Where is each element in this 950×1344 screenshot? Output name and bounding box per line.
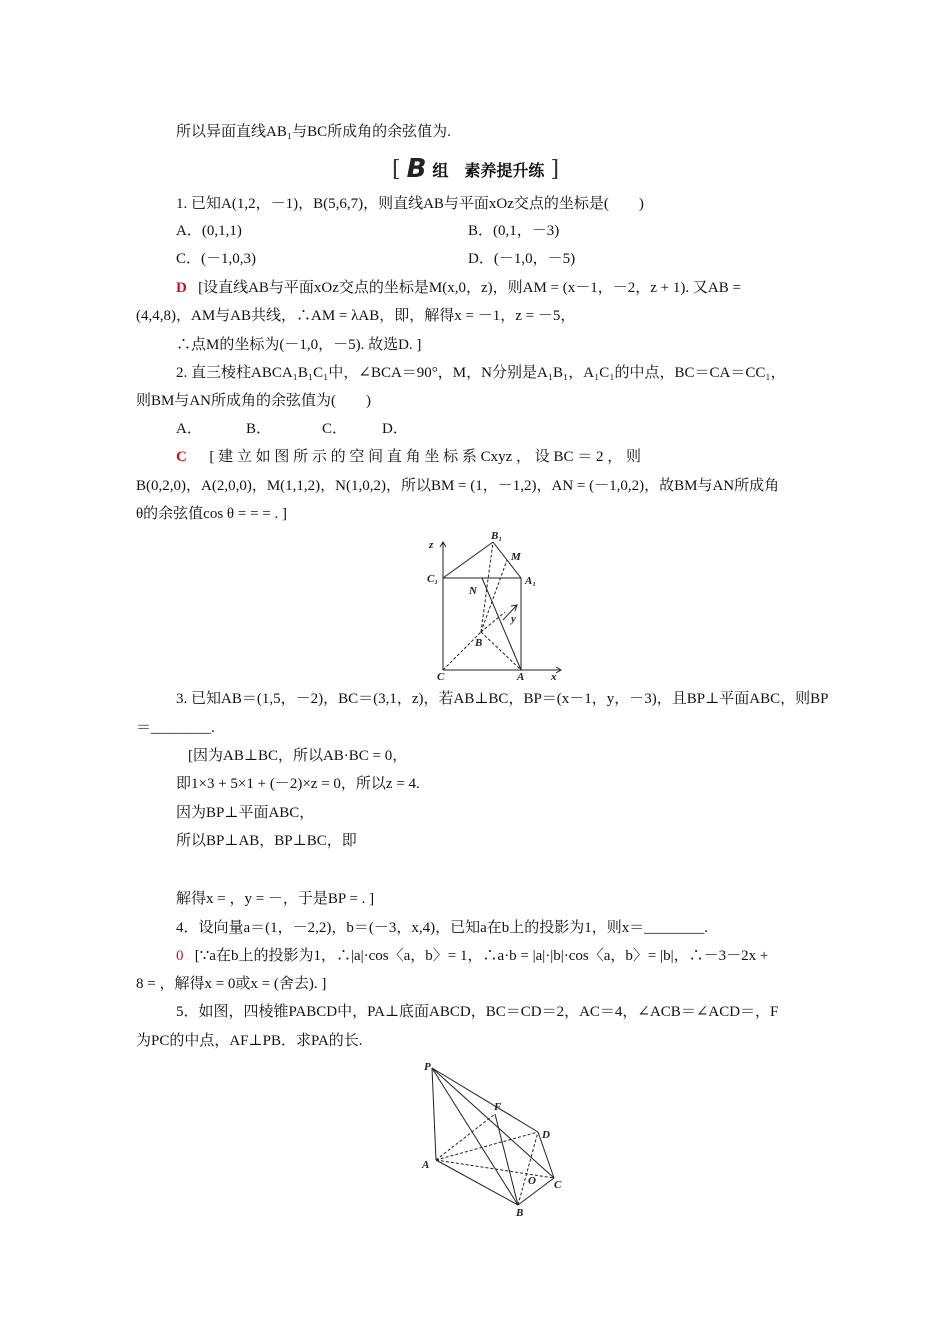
left-bracket: [ xyxy=(392,156,401,182)
q2-stem-line-2: 则BM与AN所成角的余弦值为( ) xyxy=(136,393,371,409)
label-a1: A₁ xyxy=(525,575,537,587)
edge-b-b1 xyxy=(481,542,493,632)
edge-b-a xyxy=(481,632,521,670)
q2-option-a: A． xyxy=(176,421,202,437)
label-m: M xyxy=(511,551,521,563)
q4-solution-text-1: [∵a在b上的投影为1，∴|a|·cos〈a，b〉= 1，∴a·b = |a|·|b|·cos〈a，b〉= |b|，∴－3－2x + xyxy=(194,948,769,964)
edge-p-a xyxy=(432,1068,436,1160)
q2-solution-line-2: B(0,2,0)，A(2,0,0)，M(1,1,2)，N(1,0,2)，所以BM = (1，－1,2)，AN = (－1,0,2)，故BM与AN所成角 xyxy=(136,478,780,494)
q3-solution-line-3: 因为BP⊥平面ABC， xyxy=(176,805,315,821)
q2-solution-text-1: [ 建 立 如 图 所 示 的 空 间 直 角 坐 标 系 Cxyz ， 设 BC ＝ 2 ， 则 xyxy=(209,449,642,465)
q1-solution-line-3: ∴点M的坐标为(－1,0，－5). 故选D. ] xyxy=(176,337,422,353)
q2-solution-line-3: θ的余弦值cos θ = = = . ] xyxy=(136,506,287,522)
label-c1: C₁ xyxy=(427,573,439,585)
label-z: z xyxy=(429,539,434,551)
q3-solution-line-2: 即1×3 + 5×1 + (－2)×z = 0，所以z = 4. xyxy=(176,776,420,792)
q1-option-c: C．(－1,0,3) xyxy=(176,251,256,267)
q5-stem-line-2: 为PC的中点，AF⊥PB．求PA的长. xyxy=(136,1033,363,1049)
section-header xyxy=(392,154,559,184)
label-y: y xyxy=(511,613,516,625)
q4-solution-line-2: 8 = ，解得x = 0或x = (舍去). ] xyxy=(136,976,327,992)
q1-option-a: A．(0,1,1) xyxy=(176,223,242,239)
right-bracket: ] xyxy=(550,156,560,182)
q1-solution-line-1 xyxy=(176,278,741,298)
q3-solution-line-1: [因为AB⊥BC，所以AB·BC = 0， xyxy=(188,748,408,764)
label-d: D xyxy=(542,1129,550,1141)
q3-solution-line-4: 所以BP⊥AB，BP⊥BC，即 xyxy=(176,833,357,849)
q1-solution-line-2: (4,4,8)，AM与AB共线，∴AM = λAB，即，解得x = －1，z = －5， xyxy=(136,308,576,324)
label-c: C xyxy=(554,1179,562,1191)
q4-answer: 0 xyxy=(176,948,184,964)
q2-stem-line-1: 2. 直三棱柱ABCA₁B₁C₁中，∠BCA＝90°，M，N分别是A₁B₁，A₁C₁的中点，BC＝CA＝CC₁， xyxy=(176,365,786,381)
q3-stem-line-2: ＝________. xyxy=(136,720,215,736)
label-b: B xyxy=(475,637,483,649)
label-c: C xyxy=(437,671,445,680)
label-a: A xyxy=(422,1159,430,1171)
section-title: 组 素养提升练 xyxy=(432,160,545,180)
label-b: B xyxy=(516,1207,524,1219)
label-n: N xyxy=(469,585,477,597)
q2-option-d: D． xyxy=(382,421,408,437)
segment-b-d xyxy=(518,1132,538,1205)
prism-figure xyxy=(425,530,565,680)
q3-stem-line-1: 3. 已知AB＝(1,5，－2)，BC＝(3,1，z)，若AB⊥BC，BP＝(x－1，y，－3)，且BP⊥平面ABC，则BP xyxy=(176,691,829,707)
q1-option-d: D．(－1,0，－5) xyxy=(468,251,576,267)
segment-b-f xyxy=(495,1114,518,1205)
q2-solution-line-1 xyxy=(176,447,641,467)
edge-p-c xyxy=(432,1068,554,1178)
edge-p-b xyxy=(432,1068,518,1205)
label-b1: B₁ xyxy=(491,530,503,542)
label-a: A xyxy=(517,671,525,680)
q1-option-b: B．(0,1，－3) xyxy=(468,223,560,239)
q1-answer: D xyxy=(176,280,187,296)
edge-b-c xyxy=(518,1178,554,1205)
label-p: P xyxy=(424,1061,431,1073)
q3-solution-line-5: 解得x = ，y = －，于是BP = . ] xyxy=(176,891,375,907)
intro-line: 所以异面直线AB₁与BC所成角的余弦值为. xyxy=(176,124,451,140)
label-x: x xyxy=(551,671,557,680)
label-f: F xyxy=(494,1101,502,1113)
q5-stem-line-1: 5．如图，四棱锥PABCD中，PA⊥底面ABCD，BC＝CD＝2，AC＝4，∠ACB＝∠ACD＝，F xyxy=(176,1004,779,1020)
q2-option-c: C． xyxy=(322,421,348,437)
edge-c1-b1 xyxy=(443,542,493,578)
q4-solution-line-1 xyxy=(176,946,768,966)
q2-option-b: B． xyxy=(246,421,272,437)
q2-answer: C xyxy=(176,449,187,465)
pyramid-figure xyxy=(418,1060,578,1220)
q4-stem: 4．设向量a＝(1，－2,2)，b＝(－3，x,4)，已知a在b上的投影为1，则x＝________. xyxy=(176,920,709,936)
label-o: O xyxy=(528,1175,536,1187)
section-letter: B xyxy=(406,154,427,184)
q1-solution-text-1: [设直线AB与平面xOz交点的坐标是M(x,0，z)，则AM = (x－1，－2，z + 1). 又AB = xyxy=(198,280,741,296)
q1-stem: 1. 已知A(1,2，－1)，B(5,6,7)，则直线AB与平面xOz交点的坐标是( ) xyxy=(176,196,644,212)
